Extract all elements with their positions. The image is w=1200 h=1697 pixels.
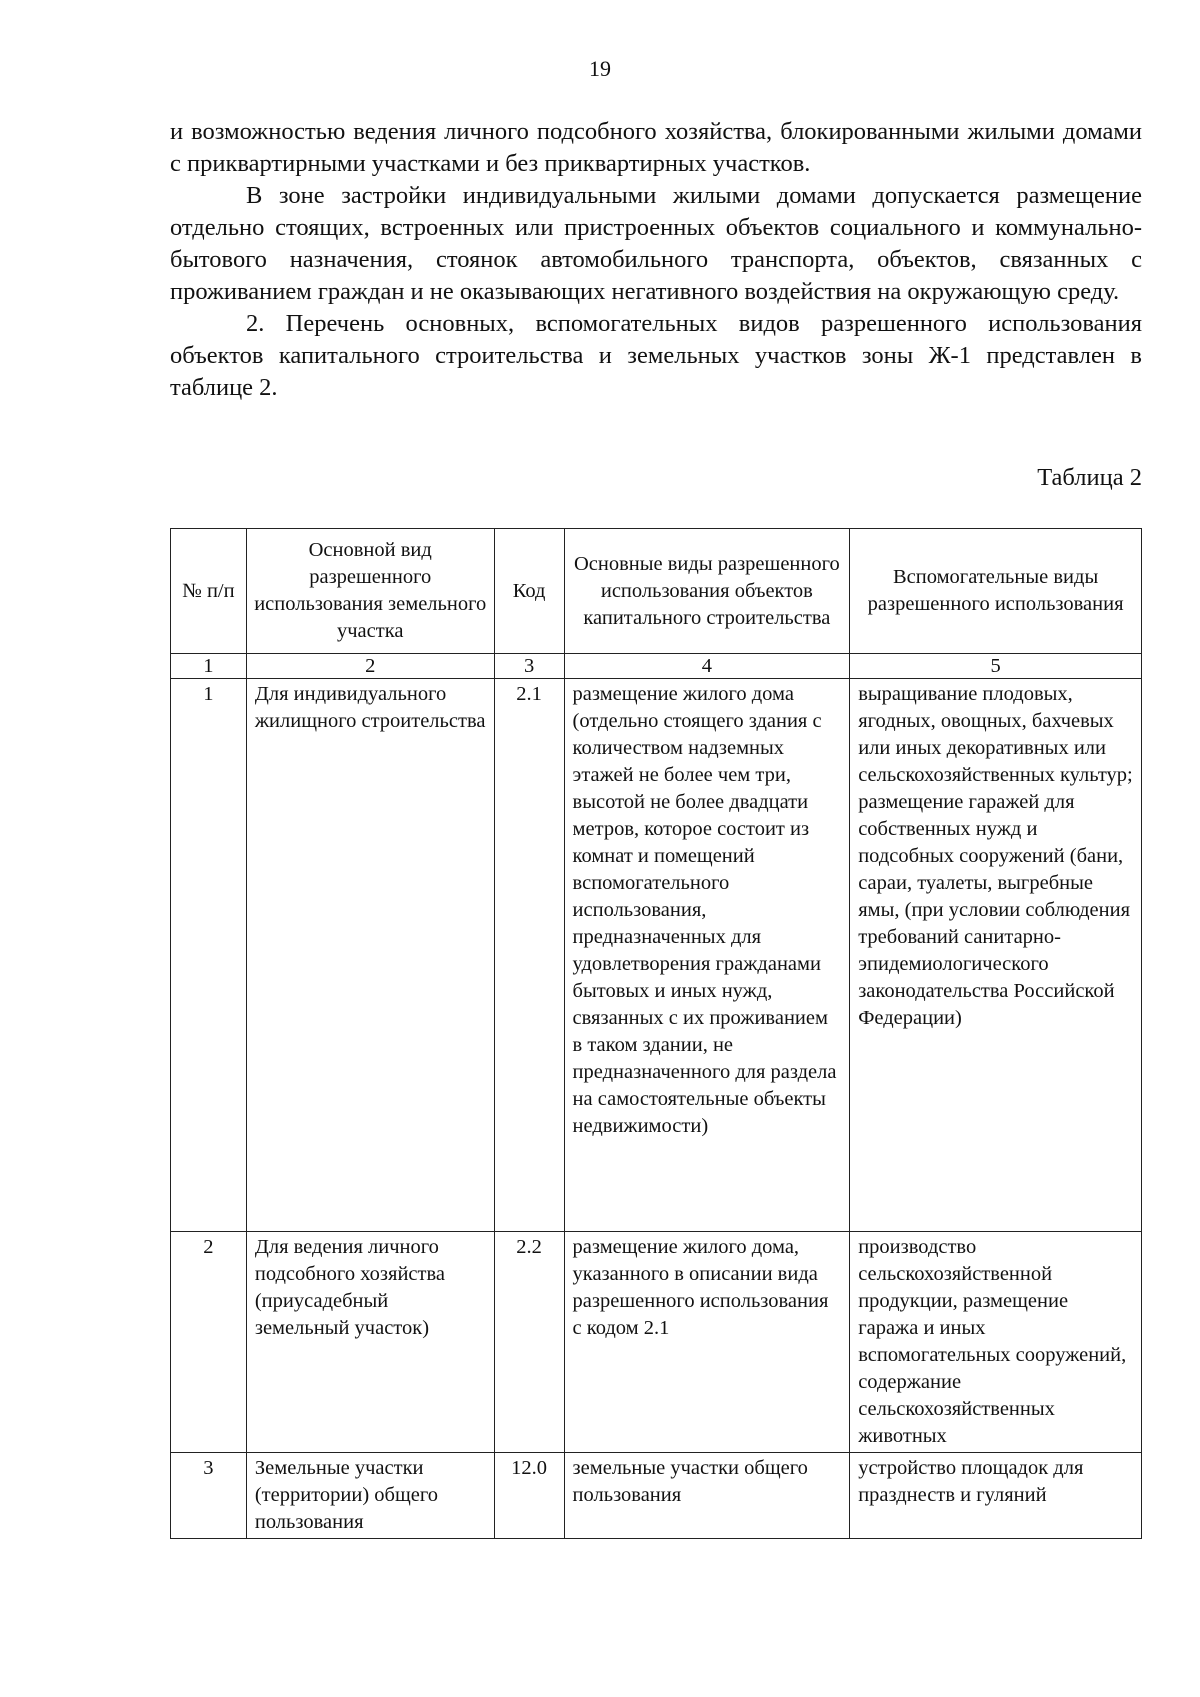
paragraph-2: В зоне застройки индивидуальными жилыми домами допускается размещение отдельно стоящих, встроенных или пристроенных объектов социального и коммунально-бытового назначения, стоянок автомобильного транспорта, объектов, связанных с проживанием граждан и не оказывающих негативного воздействия на окружающую среду.: [170, 182, 1142, 305]
main-use-cell: Для индивидуального жилищного строительства: [246, 679, 494, 1232]
header-code: Код: [494, 529, 564, 654]
row-number: 2: [171, 1232, 247, 1453]
code-cell: 2.2: [494, 1232, 564, 1453]
capital-use-cell: земельные участки общего пользования: [564, 1453, 850, 1539]
auxiliary-use-cell: выращивание плодовых, ягодных, овощных, бахчевых или иных декоративных или сельскохозяйственных культур; размещение гаражей для собственных нужд и подсобных сооружений (бани, сараи, туалеты, выгребные ямы, (при условии соблюдения требований санитарно-эпидемиологического законодательства Российской Федерации): [850, 679, 1142, 1232]
table-row: [171, 1232, 1142, 1453]
column-number: 5: [850, 654, 1142, 679]
table-header-row: [171, 529, 1142, 654]
column-number: 4: [564, 654, 850, 679]
column-number: 2: [246, 654, 494, 679]
auxiliary-use-cell: устройство площадок для празднеств и гуляний: [850, 1453, 1142, 1539]
table-row: [171, 679, 1142, 1232]
header-auxiliary-use: Вспомогательные виды разрешенного использования: [850, 529, 1142, 654]
header-number: № п/п: [171, 529, 247, 654]
row-number: 3: [171, 1453, 247, 1539]
paragraph-3: 2. Перечень основных, вспомогательных видов разрешенного использования объектов капитального строительства и земельных участков зоны Ж-1 представлен в таблице 2.: [170, 310, 1142, 401]
capital-use-cell: размещение жилого дома (отдельно стоящего здания с количеством надземных этажей не более чем три, высотой не более двадцати метров, которое состоит из комнат и помещений вспомогательного использования, предназначенных для удовлетворения гражданами бытовых и иных нужд, связанных с их проживанием в таком здании, не предназначенного для раздела на самостоятельные объекты недвижимости): [564, 679, 850, 1232]
paragraph-1: и возможностью ведения личного подсобного хозяйства, блокированными жилыми домами с приквартирными участками и без приквартирных участков.: [170, 118, 1142, 177]
auxiliary-use-cell: производство сельскохозяйственной продукции, размещение гаража и иных вспомогательных сооружений, содержание сельскохозяйственных животных: [850, 1232, 1142, 1453]
table-row: [171, 1453, 1142, 1539]
column-number-row: [171, 654, 1142, 679]
main-use-cell: Для ведения личного подсобного хозяйства (приусадебный земельный участок): [246, 1232, 494, 1453]
row-number: 1: [171, 679, 247, 1232]
code-cell: 2.1: [494, 679, 564, 1232]
header-main-use: Основной вид разрешенного использования земельного участка: [246, 529, 494, 654]
page-number: 19: [589, 56, 611, 81]
body-text: [170, 116, 1142, 404]
column-number: 1: [171, 654, 247, 679]
land-use-table: [170, 528, 1142, 1539]
capital-use-cell: размещение жилого дома, указанного в описании вида разрешенного использования с кодом 2.1: [564, 1232, 850, 1453]
table-caption: Таблица 2: [1037, 464, 1142, 491]
code-cell: 12.0: [494, 1453, 564, 1539]
header-capital-use: Основные виды разрешенного использования объектов капитального строительства: [564, 529, 850, 654]
main-use-cell: Земельные участки (территории) общего пользования: [246, 1453, 494, 1539]
column-number: 3: [494, 654, 564, 679]
